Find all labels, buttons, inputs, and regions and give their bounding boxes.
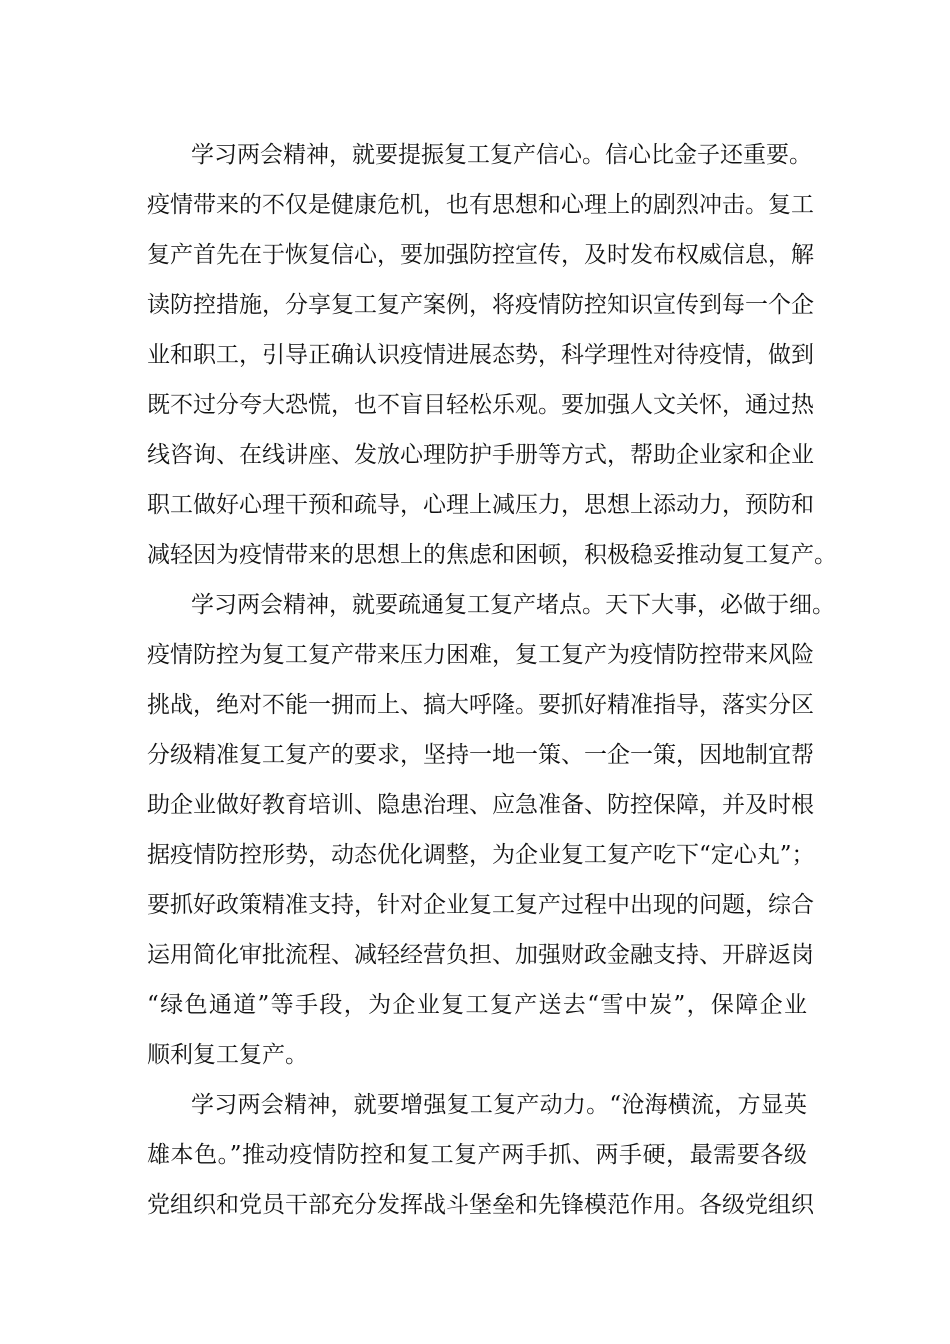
paragraph-1-line-2: 疫情带来的不仅是健康危机，也有思想和心理上的剧烈冲击。复工 (147, 192, 814, 218)
document-body (147, 130, 837, 1230)
paragraph-1-line-6: 既不过分夸大恐慌，也不盲目轻松乐观。要加强人文关怀，通过热 (147, 392, 814, 418)
paragraph-1-line-8: 职工做好心理干预和疏导，心理上减压力，思想上添动力，预防和 (147, 492, 814, 518)
paragraph-2-line-2: 疫情防控为复工复产带来压力困难，复工复产为疫情防控带来风险 (147, 642, 814, 668)
paragraph-1-line-9: 减轻因为疫情带来的思想上的焦虑和困顿，积极稳妥推动复工复产。 (147, 542, 837, 568)
paragraph-1-line-4: 读防控措施，分享复工复产案例，将疫情防控知识宣传到每一个企 (147, 292, 814, 318)
paragraph-3-line-1: 学习两会精神，就要增强复工复产动力。“沧海横流，方显英 (191, 1092, 807, 1118)
paragraph-2-line-3: 挑战，绝对不能一拥而上、搞大呼隆。要抓好精准指导，落实分区 (147, 692, 814, 718)
paragraph-1-line-5: 业和职工，引导正确认识疫情进展态势，科学理性对待疫情，做到 (147, 342, 814, 368)
paragraph-1-line-3: 复产首先在于恢复信心，要加强防控宣传，及时发布权威信息，解 (147, 242, 814, 268)
paragraph-1-line-1: 学习两会精神，就要提振复工复产信心。信心比金子还重要。 (191, 142, 812, 168)
paragraph-1-line-7: 线咨询、在线讲座、发放心理防护手册等方式，帮助企业家和企业 (147, 442, 814, 468)
paragraph-2-line-8: 运用简化审批流程、减轻经营负担、加强财政金融支持、开辟返岗 (147, 942, 814, 968)
paragraph-2-line-9: “绿色通道”等手段，为企业复工复产送去“雪中炭”，保障企业 (147, 992, 807, 1018)
paragraph-2-line-7: 要抓好政策精准支持，针对企业复工复产过程中出现的问题，综合 (147, 892, 814, 918)
paragraph-2-line-5: 助企业做好教育培训、隐患治理、应急准备、防控保障，并及时根 (147, 792, 814, 818)
paragraph-2-line-10: 顺利复工复产。 (147, 1042, 308, 1068)
paragraph-3-line-2: 雄本色。”推动疫情防控和复工复产两手抓、两手硬，最需要各级 (147, 1142, 807, 1168)
paragraph-3-line-3: 党组织和党员干部充分发挥战斗堡垒和先锋模范作用。各级党组织 (147, 1192, 814, 1218)
paragraph-2-line-6: 据疫情防控形势，动态优化调整，为企业复工复产吃下“定心丸”； (147, 842, 815, 868)
paragraph-2-line-1: 学习两会精神，就要疏通复工复产堵点。天下大事，必做于细。 (191, 592, 835, 618)
paragraph-2-line-4: 分级精准复工复产的要求，坚持一地一策、一企一策，因地制宜帮 (147, 742, 814, 768)
